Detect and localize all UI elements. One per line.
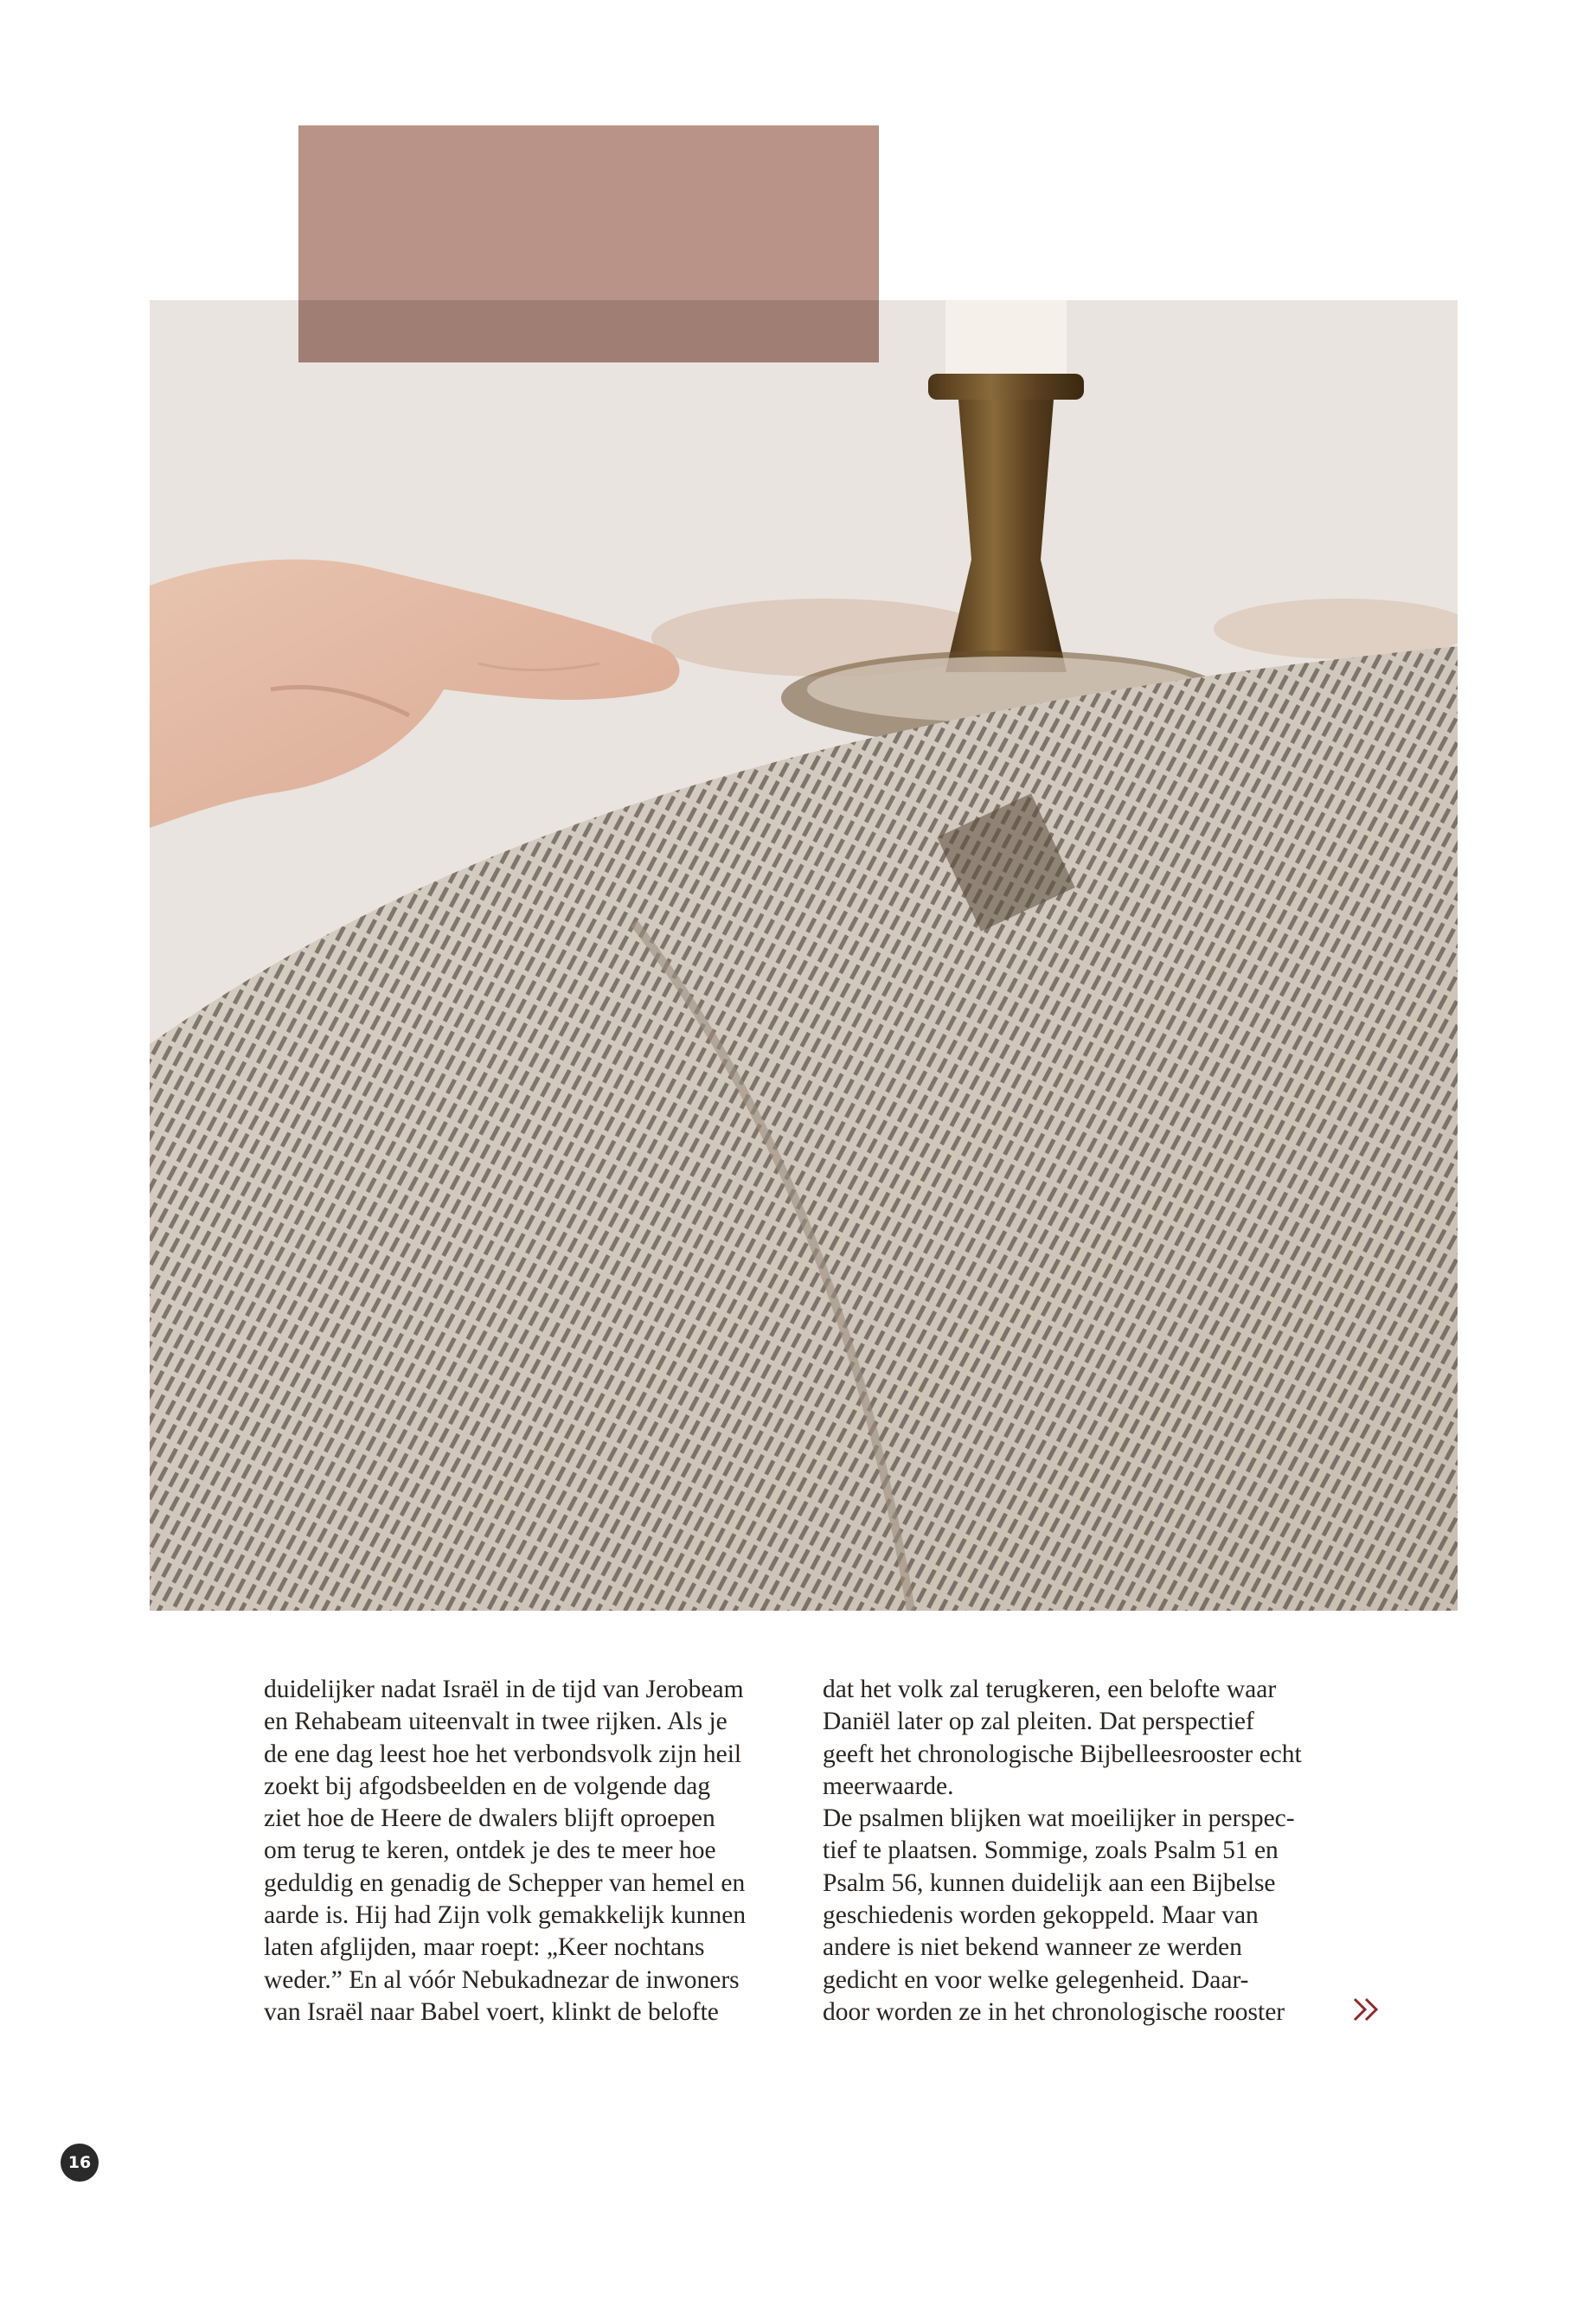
text-line: duidelijker nadat Israël in de tijd van Jerobeam bbox=[264, 1676, 744, 1703]
text-line: de ene dag leest hoe het verbondsvolk zijn heil bbox=[264, 1740, 742, 1768]
open-bible-photo-icon bbox=[150, 300, 1458, 1611]
text-line: laten afglijden, maar roept: „Keer nochtans bbox=[264, 1933, 705, 1962]
text-line: aarde is. Hij had Zijn volk gemakkelijk kunnen bbox=[264, 1901, 747, 1930]
decorative-accent-overlap bbox=[298, 300, 879, 362]
text-line: De psalmen blijken wat moeilijker in perspec- bbox=[823, 1804, 1295, 1833]
article-right-column bbox=[823, 1674, 1359, 2029]
text-line: Daniël later op zal pleiten. Dat perspectief bbox=[823, 1708, 1254, 1736]
text-line: andere is niet bekend wanneer ze werden bbox=[823, 1933, 1242, 1962]
text-line: ziet hoe de Heere de dwalers blijft oproepen bbox=[264, 1804, 715, 1833]
text-line: van Israël naar Babel voert, klinkt de belofte bbox=[264, 1997, 719, 2026]
text-line: meerwaarde. bbox=[823, 1772, 954, 1800]
text-line: om terug te keren, ontdek je des te meer hoe bbox=[264, 1836, 716, 1865]
text-line: gedicht en voor welke gelegenheid. Daar- bbox=[823, 1965, 1249, 1994]
text-line: geschiedenis worden gekoppeld. Maar van bbox=[823, 1901, 1259, 1930]
text-line: Psalm 56, kunnen duidelijk aan een Bijbelse bbox=[823, 1868, 1276, 1897]
text-line: dat het volk zal terugkeren, een belofte waar bbox=[823, 1676, 1277, 1703]
text-line: zoekt bij afgodsbeelden en de volgende dag bbox=[264, 1772, 711, 1800]
bible-photo bbox=[150, 300, 1458, 1611]
text-line: weder.” En al vóór Nebukadnezar de inwoners bbox=[264, 1965, 740, 1994]
text-line: geeft het chronologische Bijbelleesrooster echt bbox=[823, 1740, 1302, 1768]
text-line: tief te plaatsen. Sommige, zoals Psalm 51 en bbox=[823, 1836, 1279, 1865]
text-line: en Rehabeam uiteenvalt in twee rijken. Als je bbox=[264, 1708, 727, 1736]
page-number-badge: 16 bbox=[61, 2144, 99, 2182]
text-line: door worden ze in het chronologische rooster bbox=[823, 1997, 1285, 2026]
double-chevron-right-icon bbox=[1351, 1996, 1382, 2023]
text-line: geduldig en genadig de Schepper van hemel en bbox=[264, 1868, 746, 1897]
article-left-column bbox=[264, 1674, 800, 2029]
